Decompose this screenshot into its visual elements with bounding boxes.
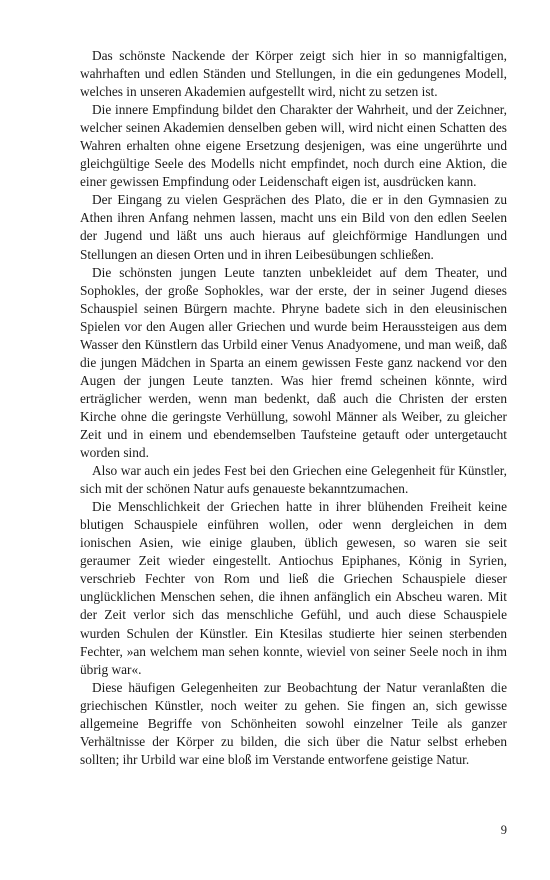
paragraph-6: Die Menschlichkeit der Griechen hatte in ihrer blühenden Freiheit keine blutigen Schauspiele einführen wollen, oder wenn dergleichen in dem ionischen Asien, wie einige glauben, üblich gewesen, so waren sie seit geraumer Zeit wieder eingestellt. Antiochus Epiphanes, König in Syrien, verschrieb Fechter von Rom und ließ die Griechen Schauspiele dieser unglücklichen Menschen sehen, die ihnen anfänglich ein Abscheu waren. Mit der Zeit verlor sich das menschliche Gefühl, und auch diese Schauspiele wurden Schulen der Künstler. Ein Ktesilas studierte hier seinen sterbenden Fechter, »an welchem man sehen konnte, wieviel von seiner Seele noch in ihm übrig war«.: [80, 499, 507, 677]
paragraph-4: Die schönsten jungen Leute tanzten unbekleidet auf dem Theater, und Sophokles, der große Sophokles, war der erste, der in seiner Jugend dieses Schauspiel seinen Bürgern machte. Phryne badete sich in den eleusinischen Spielen vor den Augen aller Griechen und wurde beim Heraussteigen aus dem Wasser den Künstlern das Urbild einer Venus Anadyomene, und man weiß, daß die jungen Mädchen in Sparta an einem gewissen Feste ganz nackend vor den Augen der jungen Leute tanzten. Was hier fremd scheinen könnte, wird erträglicher werden, wenn man bedenkt, daß auch die Christen der ersten Kirche ohne die geringste Verhüllung, sowohl Männer als Weiber, zu gleicher Zeit und in einem und ebendemselben Taufsteine getauft oder untergetaucht worden sind.: [80, 264, 507, 461]
paragraph-2: Die innere Empfindung bildet den Charakter der Wahrheit, und der Zeichner, welcher seinen Akademien denselben geben will, wird nicht einen Schatten des Wahren erhalten ohne eigene Ersetzung desjenigen, was eine ungerührte und gleichgültige Seele des Modells nicht empfindet, noch durch eine Aktion, die einer gewissen Empfindung oder Leidenschaft eigen ist, ausdrücken kann.: [80, 102, 507, 190]
paragraph-3: Der Eingang zu vielen Gesprächen des Plato, die er in den Gymnasien zu Athen ihren Anfang nehmen lassen, macht uns ein Bild von den edlen Seelen der Jugend und läßt uns auch hieraus auf gleichförmige Handlungen und Stellungen an diesen Orten und in ihren Leibesübungen schließen.: [80, 192, 507, 262]
paragraph-5: Also war auch ein jedes Fest bei den Griechen eine Gelegenheit für Künstler, sich mit der schönen Natur aufs genaueste bekanntzumachen.: [80, 463, 507, 497]
paragraph-7: Diese häufigen Gelegenheiten zur Beobachtung der Natur veranlaßten die griechischen Künstler, noch weiter zu gehen. Sie fingen an, sich gewisse allgemeine Begriffe von Schönheiten sowohl einzelner Teile als ganzer Verhältnisse der Körper zu bilden, die sich über die Natur selbst erheben sollten; ihr Urbild war eine bloß im Verstande entworfene geistige Natur.: [80, 679, 507, 767]
page-number: 9: [500, 823, 507, 837]
body-text: [80, 47, 507, 769]
paragraph-1: Das schönste Nackende der Körper zeigt sich hier in so mannigfaltigen, wahrhaften und edlen Ständen und Stellungen, in die ein gedungenes Modell, welches in unseren Akademien aufgestellt wird, nicht zu setzen ist.: [80, 48, 507, 100]
